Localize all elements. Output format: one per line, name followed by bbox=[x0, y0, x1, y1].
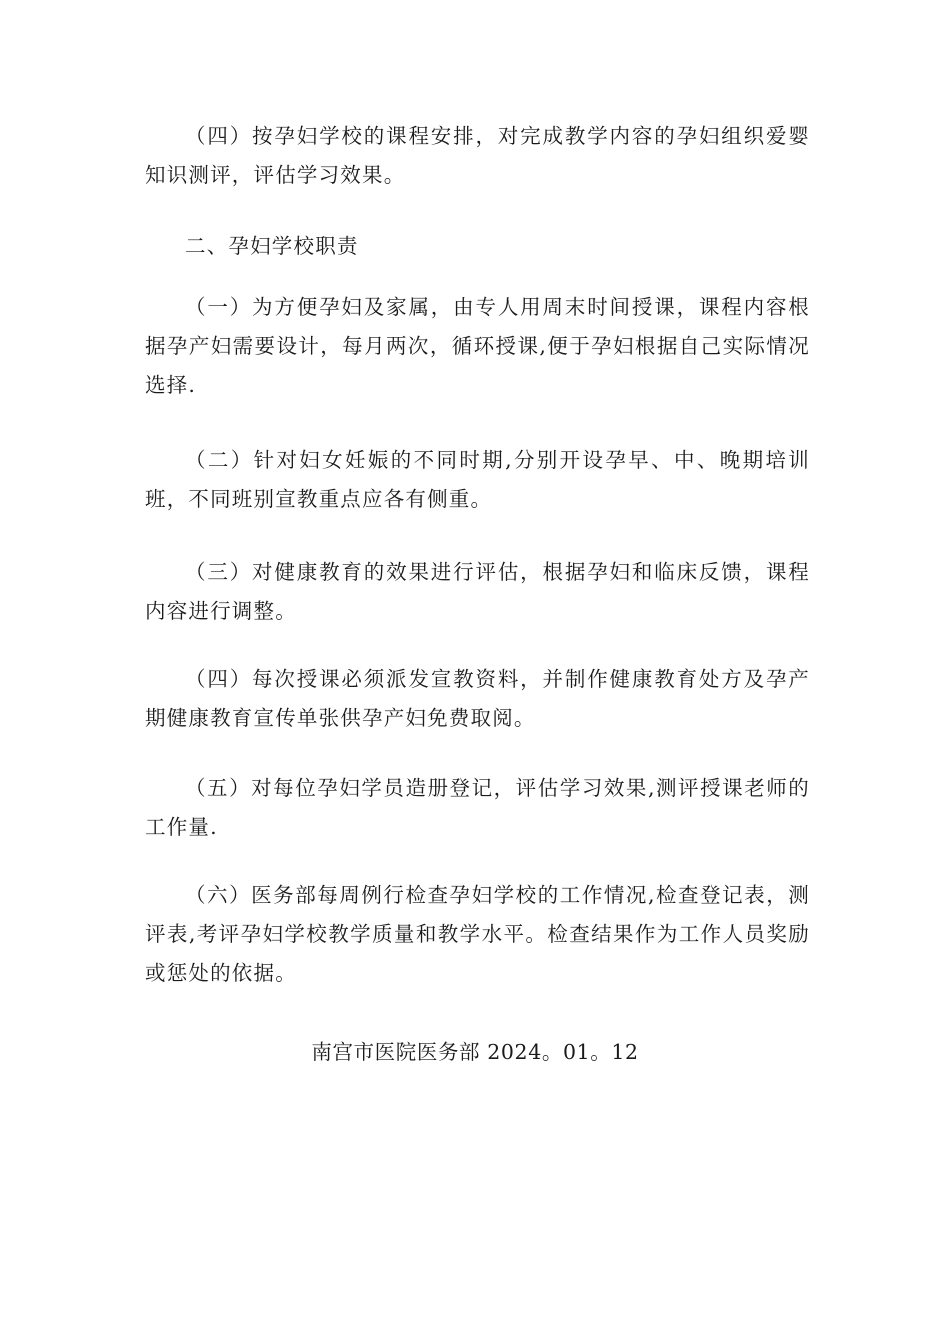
paragraph-item-4: （四）每次授课必须派发宣教资料，并制作健康教育处方及孕产期健康教育宣传单张供孕产妇免费取阅。 bbox=[145, 667, 810, 730]
paragraph-item-3: （三）对健康教育的效果进行评估，根据孕妇和临床反馈，课程内容进行调整。 bbox=[145, 560, 810, 623]
paragraph-item-5: （五）对每位孕妇学员造册登记，评估学习效果,测评授课老师的工作量. bbox=[145, 776, 810, 839]
paragraph-item-6: （六）医务部每周例行检查孕妇学校的工作情况,检查登记表，测评表,考评孕妇学校教学质量和教学水平。检查结果作为工作人员奖励或惩处的依据。 bbox=[145, 883, 810, 985]
paragraph-item-1: （一）为方便孕妇及家属，由专人用周末时间授课，课程内容根据孕产妇需要设计，每月两次，循环授课,便于孕妇根据自己实际情况选择. bbox=[145, 295, 810, 397]
section-heading: 二、孕妇学校职责 bbox=[185, 234, 359, 258]
paragraph-item-2: （二）针对妇女妊娠的不同时期,分别开设孕早、中、晚期培训班，不同班别宣教重点应各有侧重。 bbox=[145, 448, 810, 511]
signature-line: 南宫市医院医务部 2024。01。12 bbox=[311, 1040, 639, 1064]
paragraph-assessment: （四）按孕妇学校的课程安排，对完成教学内容的孕妇组织爱婴知识测评，评估学习效果。 bbox=[145, 124, 810, 187]
